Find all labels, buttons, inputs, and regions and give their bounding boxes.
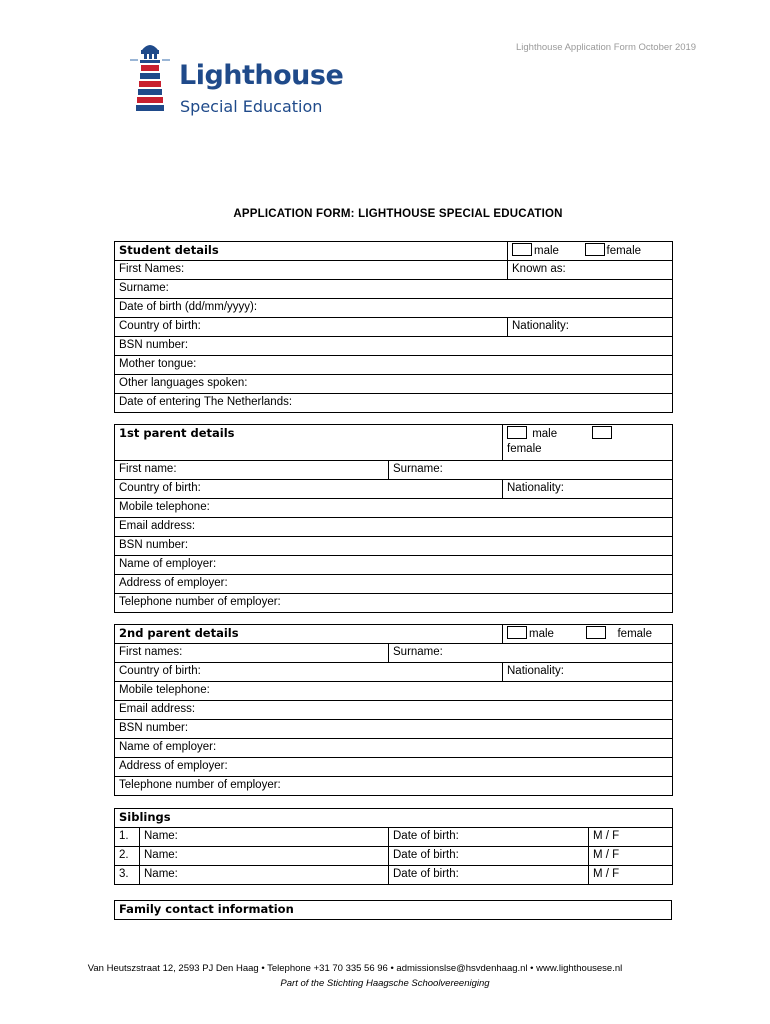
parent2-bsn-field[interactable]: BSN number:	[115, 720, 673, 739]
student-bsn-field[interactable]: BSN number:	[115, 337, 673, 356]
siblings-table	[114, 808, 673, 885]
sibling-row	[115, 866, 673, 885]
parent2-gender	[503, 625, 673, 644]
sibling-row	[115, 828, 673, 847]
parent1-employer-phone-field[interactable]: Telephone number of employer:	[115, 594, 673, 613]
student-date-entering-field[interactable]: Date of entering The Netherlands:	[115, 394, 673, 413]
parent2-employer-field[interactable]: Name of employer:	[115, 739, 673, 758]
sibling-name-field[interactable]: Name:	[140, 847, 389, 866]
sibling-number: 3.	[115, 866, 140, 885]
student-known-as-field[interactable]: Known as:	[508, 261, 673, 280]
student-surname-field[interactable]: Surname:	[115, 280, 673, 299]
parent1-details-table	[114, 424, 673, 613]
student-country-field[interactable]: Country of birth:	[115, 318, 508, 337]
family-contact-table	[114, 900, 672, 920]
sibling-name-field[interactable]: Name:	[140, 828, 389, 847]
student-female-checkbox[interactable]	[585, 243, 605, 256]
parent1-mobile-field[interactable]: Mobile telephone:	[115, 499, 673, 518]
student-male-checkbox[interactable]	[512, 243, 532, 256]
parent2-section-heading: 2nd parent details	[115, 625, 503, 644]
parent2-mobile-field[interactable]: Mobile telephone:	[115, 682, 673, 701]
logo-subtitle: Special Education	[180, 97, 323, 116]
parent2-male-checkbox[interactable]	[507, 626, 527, 639]
parent2-details-table	[114, 624, 673, 796]
parent1-bsn-field[interactable]: BSN number:	[115, 537, 673, 556]
sibling-sex-field[interactable]: M / F	[589, 828, 673, 847]
parent1-male-checkbox[interactable]	[507, 426, 527, 439]
sibling-dob-field[interactable]: Date of birth:	[389, 828, 589, 847]
parent1-section-heading: 1st parent details	[115, 425, 503, 461]
student-dob-field[interactable]: Date of birth (dd/mm/yyyy):	[115, 299, 673, 318]
parent1-female-checkbox[interactable]	[592, 426, 612, 439]
footer-part-of: Part of the Stichting Haagsche Schoolvereeniging	[280, 978, 490, 989]
student-male-label: male	[534, 245, 559, 257]
parent1-employer-field[interactable]: Name of employer:	[115, 556, 673, 575]
parent1-nationality-field[interactable]: Nationality:	[503, 480, 673, 499]
sibling-name-field[interactable]: Name:	[140, 866, 389, 885]
form-title: APPLICATION FORM: LIGHTHOUSE SPECIAL EDUCATION	[233, 208, 563, 220]
student-first-names-field[interactable]: First Names:	[115, 261, 508, 280]
parent2-female-label: female	[617, 628, 653, 640]
logo-title: Lighthouse	[179, 60, 344, 91]
parent1-country-field[interactable]: Country of birth:	[115, 480, 503, 499]
student-details-table	[114, 241, 673, 413]
parent1-surname-field[interactable]: Surname:	[389, 461, 673, 480]
family-contact-heading: Family contact information	[115, 901, 672, 920]
header-note: Lighthouse Application Form October 2019	[516, 42, 697, 53]
student-section-heading: Student details	[115, 242, 508, 261]
parent2-employer-address-field[interactable]: Address of employer:	[115, 758, 673, 777]
parent2-female-checkbox[interactable]	[586, 626, 606, 639]
parent1-gender	[503, 425, 673, 461]
student-gender	[508, 242, 673, 261]
parent1-employer-address-field[interactable]: Address of employer:	[115, 575, 673, 594]
sibling-number: 1.	[115, 828, 140, 847]
parent2-email-field[interactable]: Email address:	[115, 701, 673, 720]
parent2-surname-field[interactable]: Surname:	[389, 644, 673, 663]
siblings-section-heading: Siblings	[115, 809, 673, 828]
sibling-row	[115, 847, 673, 866]
sibling-number: 2.	[115, 847, 140, 866]
sibling-dob-field[interactable]: Date of birth:	[389, 866, 589, 885]
parent1-email-field[interactable]: Email address:	[115, 518, 673, 537]
footer-address: Van Heutszstraat 12, 2593 PJ Den Haag • Telephone +31 70 335 56 96 • admissionslse@hsvdenhaag.nl • www.lighthousese.nl	[87, 963, 623, 974]
sibling-sex-field[interactable]: M / F	[589, 866, 673, 885]
parent2-employer-phone-field[interactable]: Telephone number of employer:	[115, 777, 673, 796]
parent2-male-label: male	[529, 628, 554, 640]
sibling-dob-field[interactable]: Date of birth:	[389, 847, 589, 866]
student-female-label: female	[606, 245, 642, 257]
parent1-female-label: female	[507, 443, 542, 455]
student-mother-tongue-field[interactable]: Mother tongue:	[115, 356, 673, 375]
parent2-country-field[interactable]: Country of birth:	[115, 663, 503, 682]
sibling-sex-field[interactable]: M / F	[589, 847, 673, 866]
parent2-nationality-field[interactable]: Nationality:	[503, 663, 673, 682]
student-other-languages-field[interactable]: Other languages spoken:	[115, 375, 673, 394]
parent2-first-names-field[interactable]: First names:	[115, 644, 389, 663]
parent1-first-name-field[interactable]: First name:	[115, 461, 389, 480]
parent1-male-label: male	[532, 428, 558, 440]
student-nationality-field[interactable]: Nationality:	[508, 318, 673, 337]
